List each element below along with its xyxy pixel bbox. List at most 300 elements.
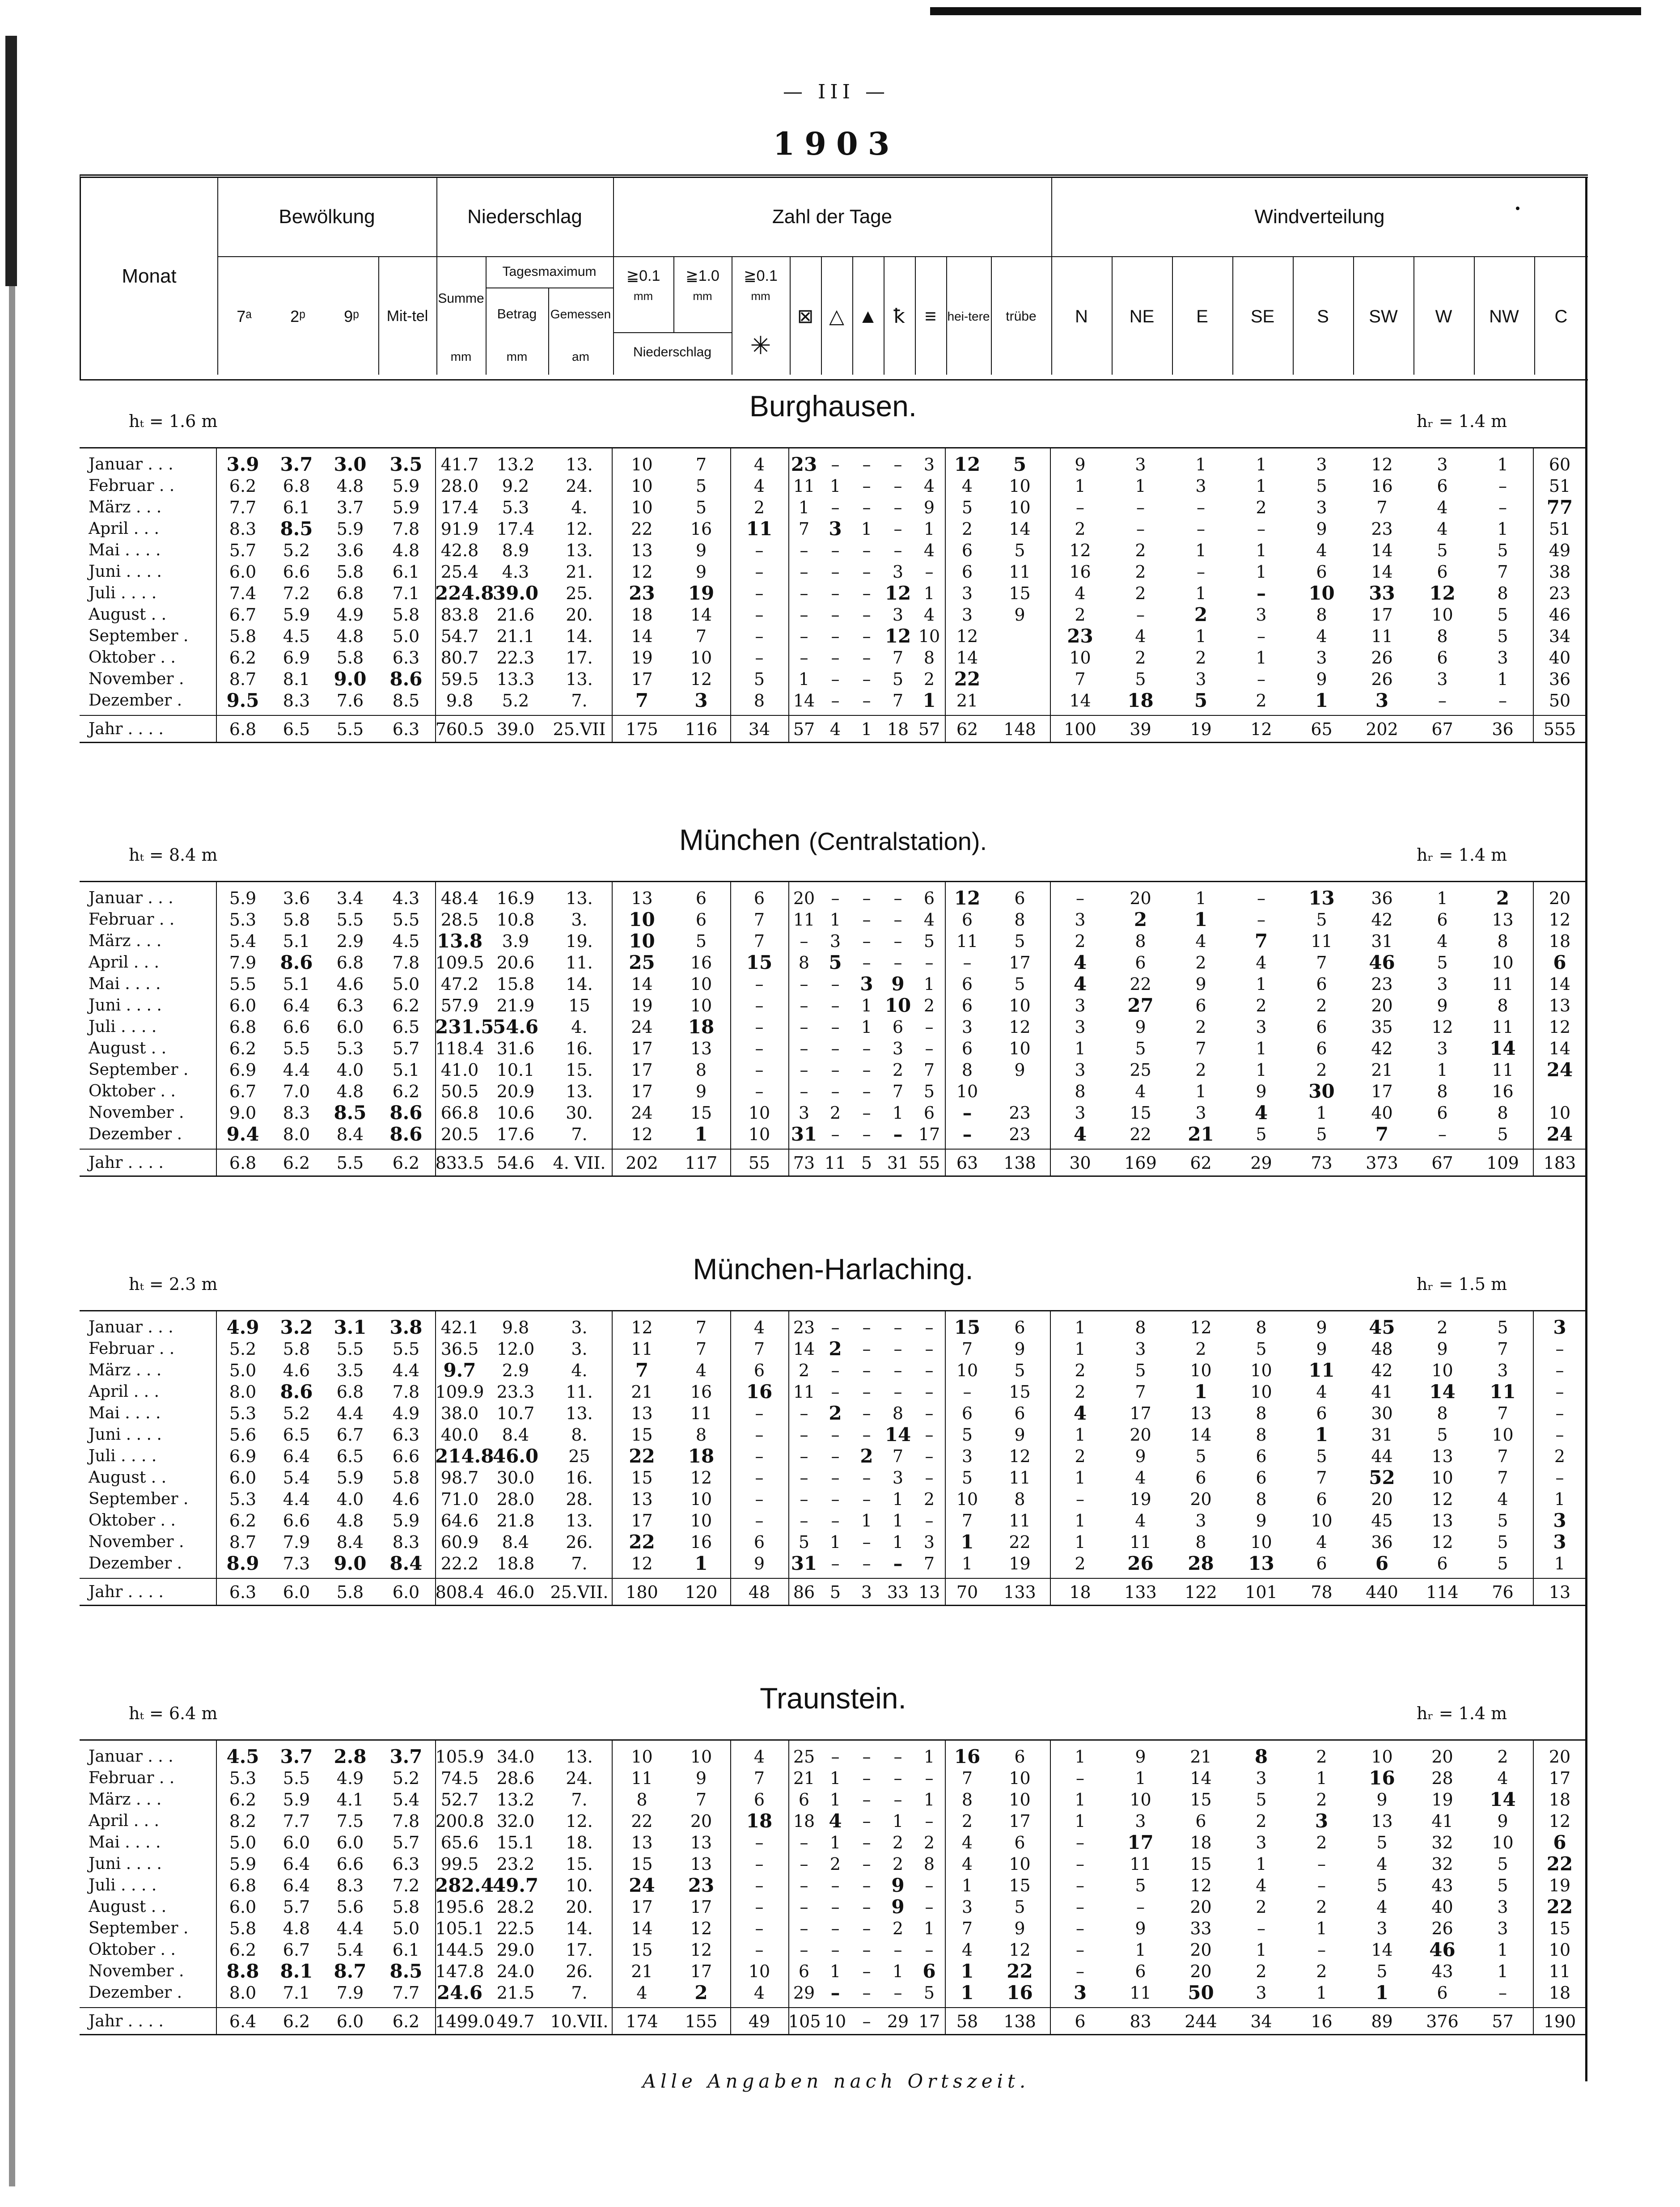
- table-cell: –: [1257, 669, 1265, 689]
- table-cell: 4: [1135, 1511, 1146, 1531]
- table-cell: 20.: [566, 605, 593, 625]
- table-cell: 11: [956, 931, 978, 951]
- table-cell: 71.0: [440, 1489, 479, 1509]
- table-cell: 3: [1553, 1531, 1566, 1553]
- table-cell: 5.7: [229, 541, 257, 560]
- table-cell: 5.5: [336, 719, 364, 739]
- table-cell: –: [893, 1747, 902, 1767]
- table-cell: 8.5: [389, 1960, 423, 1982]
- table-cell: 4: [1135, 1468, 1146, 1488]
- table-cell: 24.6: [436, 1982, 483, 2004]
- station-title: [80, 823, 1587, 857]
- table-cell: 21.: [566, 562, 593, 582]
- month-label: Dezember .: [89, 691, 182, 710]
- table-cell: 10: [1311, 1511, 1333, 1531]
- table-cell: 6: [1316, 974, 1327, 994]
- table-row: [80, 497, 1587, 518]
- table-cell: 13: [631, 1404, 653, 1423]
- table-cell: –: [1076, 1768, 1084, 1788]
- table-cell: 91.9: [440, 519, 479, 539]
- table-cell: 18: [1190, 1833, 1212, 1852]
- table-cell: 7: [892, 1082, 904, 1101]
- table-cell: 2: [892, 1854, 904, 1874]
- table-cell: 808.4: [435, 1582, 484, 1602]
- table-cell: 17: [918, 1125, 940, 1144]
- table-cell: 10: [690, 974, 712, 994]
- table-cell: 109.5: [435, 953, 484, 972]
- table-row: [80, 454, 1587, 475]
- header-wind-e: E: [1196, 307, 1208, 326]
- table-cell: 116: [685, 719, 718, 739]
- header-wind-c: C: [1554, 307, 1568, 326]
- table-cell: 10: [1431, 605, 1453, 625]
- table-cell: 7: [753, 931, 765, 951]
- table-cell: 12: [1009, 1017, 1031, 1037]
- table-cell: –: [755, 583, 764, 603]
- table-row: [80, 1961, 1587, 1982]
- table-cell: 1: [1315, 1424, 1329, 1446]
- table-cell: 16: [1069, 562, 1091, 582]
- table-cell: 2: [1316, 1060, 1327, 1080]
- table-cell: 5: [1376, 1962, 1388, 1981]
- table-cell: 4.3: [392, 888, 420, 908]
- table-cell: 17: [1009, 1811, 1031, 1831]
- hail-icon: ⊠: [797, 305, 814, 327]
- table-cell: 1: [1497, 455, 1508, 474]
- table-cell: 26: [1127, 1552, 1154, 1574]
- station-table: [80, 1310, 1587, 1606]
- table-cell: –: [862, 2012, 871, 2031]
- table-cell: 6: [1014, 1318, 1025, 1337]
- table-cell: –: [862, 931, 871, 951]
- table-cell: 6: [1195, 1468, 1206, 1488]
- table-cell: 7.8: [392, 519, 420, 539]
- table-cell: 5: [695, 476, 707, 496]
- table-cell: 28.6: [496, 1768, 535, 1788]
- table-cell: –: [800, 605, 808, 625]
- table-cell: 10: [1250, 1532, 1272, 1552]
- table-cell: 9: [1135, 1017, 1146, 1037]
- table-cell: 10: [1009, 1039, 1031, 1058]
- table-cell: 8.6: [280, 951, 313, 973]
- table-cell: 22: [1130, 974, 1151, 994]
- table-cell: 22: [629, 1531, 655, 1553]
- table-cell: 6: [1316, 1017, 1327, 1037]
- table-cell: 6.6: [283, 1017, 310, 1037]
- table-cell: 4: [1073, 973, 1087, 995]
- table-cell: 1: [694, 1123, 708, 1145]
- table-cell: 8.6: [280, 1381, 313, 1403]
- table-cell: 4.0: [336, 1060, 364, 1080]
- table-cell: –: [1076, 1897, 1084, 1917]
- table-cell: 10.7: [496, 1404, 535, 1423]
- table-cell: 5: [829, 951, 842, 973]
- table-cell: 17: [631, 669, 653, 689]
- table-cell: 21.8: [496, 1511, 535, 1531]
- table-cell: 5: [1437, 1425, 1448, 1445]
- month-label: April . . .: [89, 1812, 159, 1830]
- table-cell: 2: [1075, 519, 1086, 539]
- table-cell: 9: [1256, 1082, 1267, 1101]
- month-label: April . . .: [89, 1383, 159, 1401]
- table-cell: 2: [1316, 1833, 1327, 1852]
- table-cell: 4.5: [392, 931, 420, 951]
- table-cell: 3: [1256, 605, 1267, 625]
- height-rain-gauge: hᵣ = 1.4 m: [1417, 1704, 1507, 1723]
- table-cell: 25: [1130, 1060, 1151, 1080]
- table-cell: 1: [861, 519, 872, 539]
- table-cell: 4: [1135, 1082, 1146, 1101]
- table-cell: –: [1257, 626, 1265, 646]
- table-cell: 9: [1135, 1747, 1146, 1767]
- table-cell: 6: [1135, 953, 1146, 972]
- month-label: Februar . .: [89, 1769, 175, 1787]
- table-cell: 4.0: [336, 1489, 364, 1509]
- table-cell: –: [925, 1361, 934, 1380]
- table-cell: [990, 690, 1050, 711]
- table-cell: 30.0: [496, 1468, 535, 1488]
- table-cell: 12: [1009, 1940, 1031, 1960]
- height-thermometer: hₜ = 6.4 m: [129, 1704, 218, 1723]
- table-cell: 1: [1256, 974, 1267, 994]
- table-cell: 11: [1492, 974, 1514, 994]
- table-cell: 23: [1067, 625, 1093, 647]
- table-cell: 5: [923, 931, 935, 951]
- table-cell: 1: [829, 1532, 841, 1552]
- table-cell: 7: [961, 1919, 973, 1938]
- table-cell: 20: [1371, 1489, 1393, 1509]
- table-cell: 6: [892, 1017, 904, 1037]
- table-cell: 74.5: [440, 1768, 479, 1788]
- table-cell: 19: [1130, 1489, 1151, 1509]
- table-cell: 8: [961, 1060, 973, 1080]
- table-cell: –: [755, 1082, 764, 1101]
- table-cell: 6: [1553, 951, 1566, 973]
- table-cell: –: [1076, 1854, 1084, 1874]
- table-cell: 4.4: [336, 1919, 364, 1938]
- header-wind-sw: SW: [1369, 307, 1398, 326]
- table-cell: 5: [1014, 974, 1025, 994]
- table-cell: 46.0: [492, 1445, 539, 1467]
- table-cell: 6.6: [336, 1854, 364, 1874]
- table-cell: 15: [1549, 1919, 1571, 1938]
- table-cell: 2: [1497, 1747, 1508, 1767]
- table-cell: –: [1136, 1897, 1145, 1917]
- table-cell: 23: [791, 453, 817, 475]
- table-cell: 1: [861, 1017, 872, 1037]
- table-cell: 5.3: [502, 498, 529, 517]
- table-cell: 76: [1492, 1582, 1514, 1602]
- table-cell: 1: [892, 1489, 904, 1509]
- table-cell: 3.7: [336, 498, 364, 517]
- table-cell: –: [1197, 562, 1205, 582]
- table-cell: 9.8: [446, 691, 474, 710]
- table-cell: 6.2: [392, 1153, 420, 1173]
- table-cell: –: [862, 626, 871, 646]
- table-cell: 3.: [571, 1318, 588, 1337]
- table-cell: 16.: [566, 1468, 593, 1488]
- table-cell: 1499.0: [435, 2012, 495, 2031]
- table-row: [80, 1424, 1587, 1446]
- table-cell: 6.3: [229, 1582, 257, 1602]
- table-cell: 17: [631, 1082, 653, 1101]
- table-cell: –: [755, 1446, 764, 1466]
- table-cell: 6.2: [229, 1039, 257, 1058]
- table-cell: 32.0: [496, 1811, 535, 1831]
- table-cell: 6.0: [336, 2012, 364, 2031]
- table-cell: 57.9: [440, 996, 479, 1015]
- table-cell: 2.8: [334, 1746, 367, 1767]
- table-cell: 7: [1497, 562, 1508, 582]
- table-cell: 12: [1431, 1017, 1453, 1037]
- table-cell: 20: [1371, 996, 1393, 1015]
- table-cell: –: [831, 1082, 840, 1101]
- table-cell: –: [1555, 1339, 1564, 1359]
- table-cell: 2: [1075, 605, 1086, 625]
- table-cell: –: [925, 953, 934, 972]
- table-cell: 42: [1371, 1039, 1393, 1058]
- table-cell: 2: [1256, 1962, 1267, 1981]
- table-cell: 3: [1315, 1810, 1329, 1832]
- table-cell: –: [1257, 910, 1265, 930]
- table-cell: 17.6: [496, 1125, 535, 1144]
- table-cell: 4: [695, 1361, 707, 1380]
- table-cell: 7.0: [283, 1082, 310, 1101]
- table-cell: –: [755, 1919, 764, 1938]
- table-cell: 99.5: [440, 1854, 479, 1874]
- table-cell: 8.6: [389, 1102, 423, 1124]
- table-cell: 1: [1075, 1318, 1086, 1337]
- table-cell: 10: [631, 1747, 653, 1767]
- table-row: [80, 1446, 1587, 1467]
- table-cell: –: [862, 1361, 871, 1380]
- table-cell: –: [893, 1790, 902, 1810]
- table-cell: 1: [1195, 583, 1206, 603]
- table-cell: 31.6: [496, 1039, 535, 1058]
- table-cell: 5.2: [229, 1339, 257, 1359]
- table-cell: 5.8: [229, 626, 257, 646]
- table-cell: 30.: [566, 1103, 593, 1123]
- table-cell: 6.1: [392, 562, 420, 582]
- table-cell: 8: [695, 1060, 707, 1080]
- table-cell: 8.5: [334, 1102, 367, 1124]
- table-cell: 1: [1075, 1039, 1086, 1058]
- table-cell: –: [755, 1511, 764, 1531]
- table-cell: 2: [923, 996, 935, 1015]
- table-cell: 12: [884, 582, 911, 604]
- table-cell: –: [963, 953, 972, 972]
- table-cell: 155: [685, 2012, 718, 2031]
- table-cell: 7: [635, 1359, 649, 1381]
- month-label: Jahr . . . .: [89, 1583, 164, 1601]
- table-cell: 1: [1497, 669, 1508, 689]
- table-cell: 6.5: [392, 1017, 420, 1037]
- table-cell: 3: [1075, 1060, 1086, 1080]
- table-cell: 8.6: [389, 1123, 423, 1145]
- table-cell: 26: [1371, 648, 1393, 668]
- table-cell: 17: [631, 1060, 653, 1080]
- table-cell: 122: [1185, 1582, 1217, 1602]
- table-cell: 12: [690, 1919, 712, 1938]
- table-cell: 50: [1188, 1982, 1214, 2004]
- table-cell: 17: [690, 1962, 712, 1981]
- table-cell: –: [925, 1811, 934, 1831]
- table-cell: 44: [1371, 1446, 1393, 1466]
- table-cell: 1: [861, 996, 872, 1015]
- table-cell: 3: [829, 518, 842, 540]
- table-cell: –: [893, 498, 902, 517]
- table-cell: 5.5: [336, 1153, 364, 1173]
- table-cell: 5: [1316, 1446, 1327, 1466]
- table-cell: 40: [1431, 1897, 1453, 1917]
- table-cell: –: [1317, 1854, 1326, 1874]
- table-cell: 4: [1073, 1402, 1087, 1424]
- table-cell: 3: [1135, 1339, 1146, 1359]
- table-cell: 10.VII.: [550, 2012, 609, 2031]
- table-cell: 4: [923, 541, 935, 560]
- table-cell: 29: [1250, 1153, 1272, 1173]
- table-cell: 3: [1316, 648, 1327, 668]
- table-row: [80, 995, 1587, 1016]
- table-cell: 9: [1135, 1446, 1146, 1466]
- table-cell: 2: [961, 519, 973, 539]
- table-cell: 25: [568, 1446, 590, 1466]
- table-cell: 60: [1549, 455, 1571, 474]
- table-cell: 11: [1490, 1381, 1516, 1403]
- table-cell: 1: [829, 1833, 841, 1852]
- table-cell: 180: [626, 1582, 658, 1602]
- table-cell: 5: [1497, 541, 1508, 560]
- table-cell: 5: [861, 1153, 872, 1173]
- table-cell: 5: [1376, 1833, 1388, 1852]
- month-label: September .: [89, 627, 189, 645]
- table-cell: –: [1438, 691, 1447, 710]
- table-cell: 46.0: [496, 1582, 535, 1602]
- table-cell: 1: [1195, 541, 1206, 560]
- table-cell: 4: [1437, 931, 1448, 951]
- table-cell: –: [755, 1876, 764, 1895]
- table-cell: 6.2: [392, 2012, 420, 2031]
- table-cell: 1: [1375, 1982, 1389, 2004]
- table-cell: 46: [1429, 1939, 1456, 1961]
- table-cell: 1: [1195, 888, 1206, 908]
- table-cell: 7.8: [392, 1811, 420, 1831]
- table-cell: 3: [1195, 476, 1206, 496]
- table-cell: 5: [1437, 541, 1448, 560]
- table-cell: 6.1: [392, 1940, 420, 1960]
- table-cell: 10: [1431, 1361, 1453, 1380]
- table-cell: 4: [1376, 1854, 1388, 1874]
- table-cell: 1: [1135, 476, 1146, 496]
- table-cell: –: [1136, 605, 1145, 625]
- table-cell: 14.: [566, 626, 593, 646]
- table-cell: 40.0: [440, 1425, 479, 1445]
- table-cell: 2: [892, 1833, 904, 1852]
- table-cell: 6: [753, 1790, 765, 1810]
- table-cell: 16: [1369, 1767, 1395, 1789]
- table-cell: 6: [1437, 562, 1448, 582]
- table-cell: 7: [753, 1768, 765, 1788]
- table-cell: –: [862, 1962, 871, 1981]
- table-cell: 11: [1009, 1511, 1031, 1531]
- table-cell: 7.1: [283, 1983, 310, 2003]
- table-cell: 6: [753, 888, 765, 908]
- table-row: [80, 1982, 1587, 2004]
- table-cell: 12.0: [496, 1339, 535, 1359]
- table-cell: 22: [1546, 1896, 1573, 1918]
- table-cell: 3: [1075, 910, 1086, 930]
- table-cell: 31: [791, 1552, 817, 1574]
- table-cell: 4.8: [336, 1082, 364, 1101]
- table-cell: 7.7: [229, 498, 257, 517]
- table-cell: 9.0: [229, 1103, 257, 1123]
- table-cell: 8.5: [392, 691, 420, 710]
- table-cell: 214.8: [435, 1445, 494, 1467]
- table-cell: –: [893, 519, 902, 539]
- table-cell: 12: [954, 453, 981, 475]
- table-cell: 34: [1250, 2012, 1272, 2031]
- table-cell: 7.8: [392, 953, 420, 972]
- table-cell: 5.9: [392, 1511, 420, 1531]
- table-cell: 3: [892, 1468, 904, 1488]
- table-cell: 8.3: [229, 519, 257, 539]
- table-cell: –: [831, 1468, 840, 1488]
- table-cell: 4: [829, 719, 841, 739]
- table-cell: 6.0: [283, 1582, 310, 1602]
- table-cell: 21: [956, 691, 978, 710]
- table-cell: 20: [793, 888, 815, 908]
- table-cell: 13.: [566, 1404, 593, 1423]
- month-label: April . . .: [89, 520, 159, 538]
- table-cell: 1: [1075, 1425, 1086, 1445]
- table-cell: 12: [954, 887, 981, 909]
- table-cell: 1: [1316, 1983, 1327, 2003]
- table-cell: 24: [631, 1103, 653, 1123]
- table-cell: –: [755, 1940, 764, 1960]
- table-cell: 25: [793, 1747, 815, 1767]
- table-cell: 10: [1492, 953, 1514, 972]
- table-cell: –: [862, 1339, 871, 1359]
- table-cell: 7.: [571, 1790, 588, 1810]
- table-cell: 2: [961, 1811, 973, 1831]
- table-cell: 6.2: [229, 1511, 257, 1531]
- table-cell: 54.6: [496, 1153, 535, 1173]
- table-cell: 5.9: [336, 519, 364, 539]
- table-cell: 10: [748, 1103, 770, 1123]
- table-cell: 7: [892, 648, 904, 668]
- table-cell: 10: [1492, 1425, 1514, 1445]
- table-cell: 8: [1497, 583, 1508, 603]
- table-cell: 9.8: [502, 1318, 529, 1337]
- table-cell: 6.6: [283, 1511, 310, 1531]
- table-cell: 10: [956, 1361, 978, 1380]
- table-cell: 5: [892, 669, 904, 689]
- table-cell: 25.VII.: [550, 1582, 609, 1602]
- month-label: August . .: [89, 1898, 167, 1916]
- month-label: Oktober . .: [89, 648, 176, 667]
- year-separator: [80, 1578, 1587, 1579]
- table-row: [80, 1767, 1587, 1789]
- table-cell: 10: [631, 455, 653, 474]
- table-cell: 3.8: [389, 1316, 423, 1338]
- table-row: [80, 1016, 1587, 1038]
- table-cell: –: [893, 1940, 902, 1960]
- table-cell: 1: [1256, 648, 1267, 668]
- table-cell: 6.5: [283, 719, 310, 739]
- table-cell: 25.4: [440, 562, 479, 582]
- table-cell: 40: [1371, 1103, 1393, 1123]
- table-cell: 2: [798, 1361, 810, 1380]
